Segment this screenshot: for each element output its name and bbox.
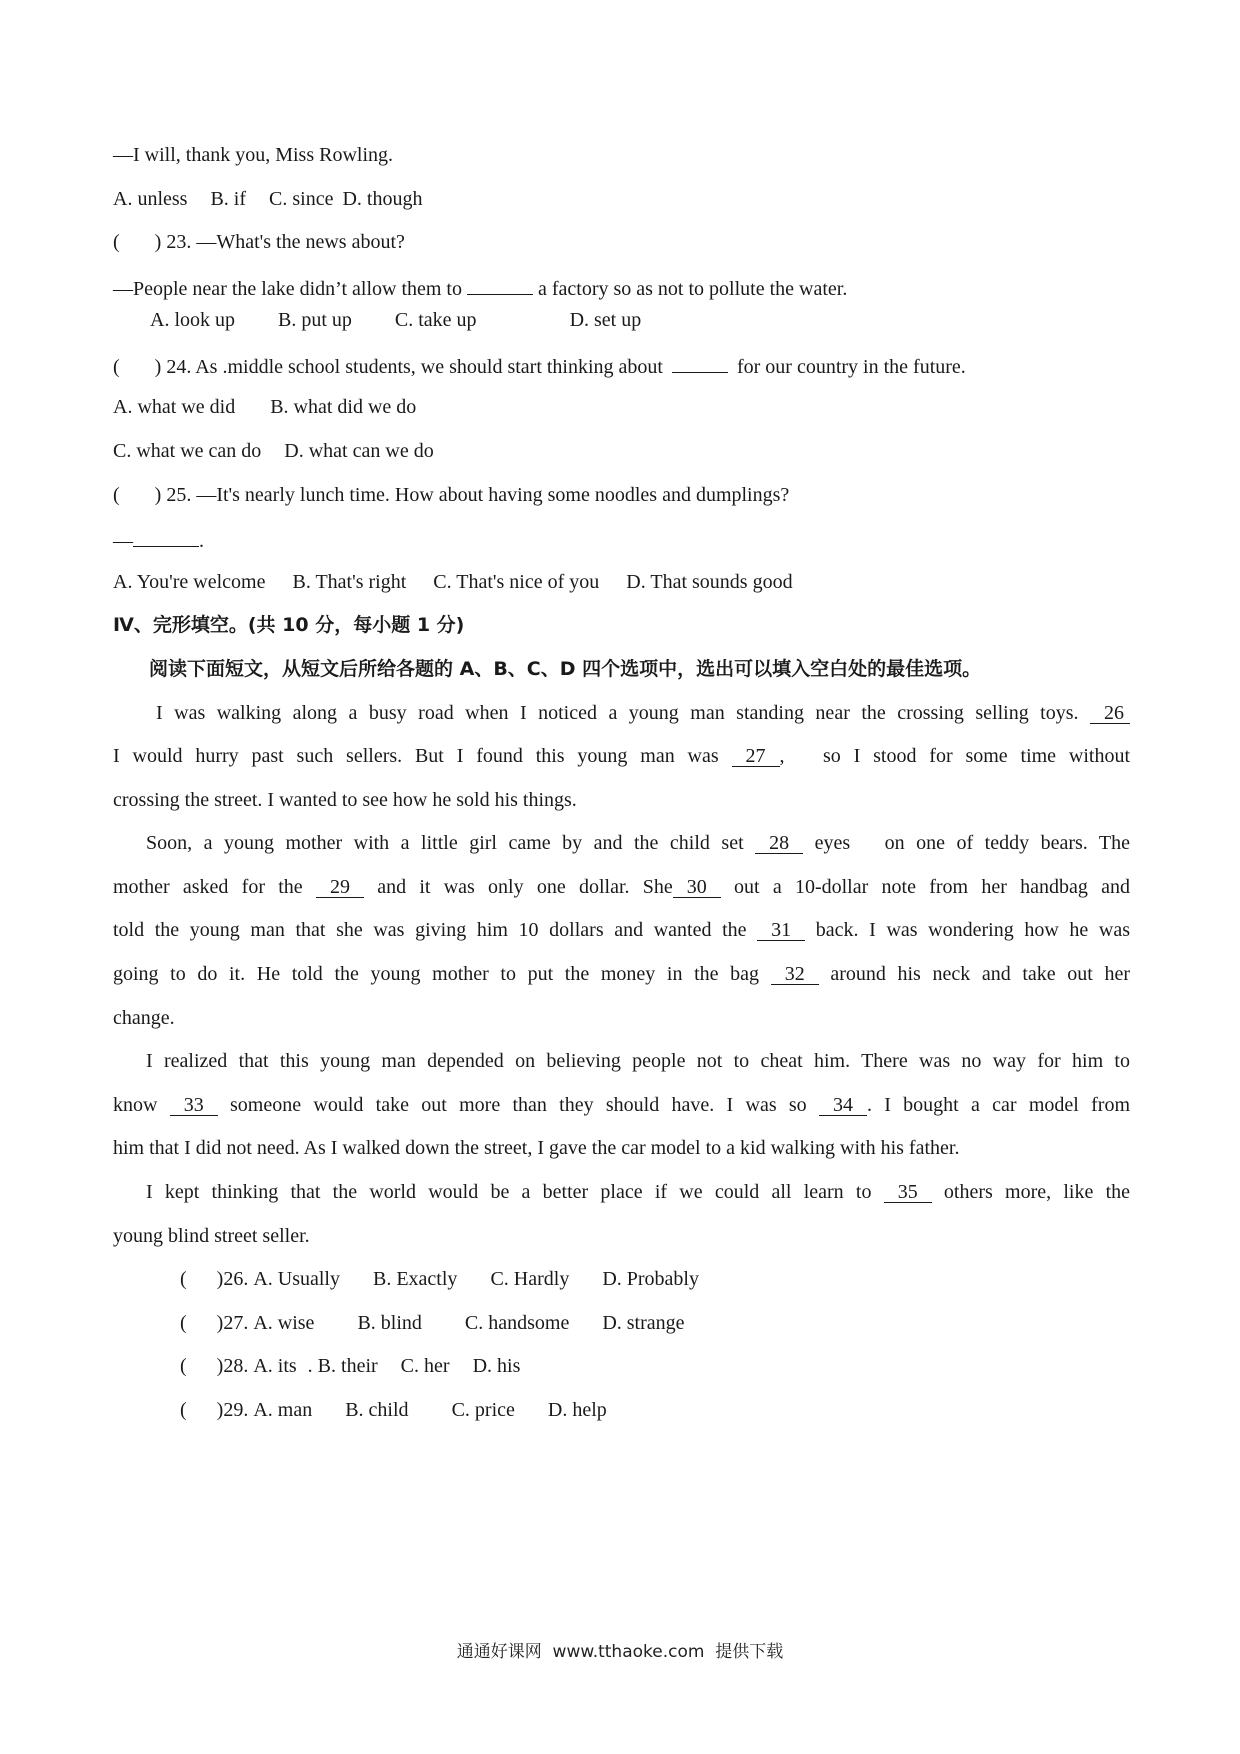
- q24-options-row2: [113, 439, 434, 463]
- cloze-blank-31: 31: [757, 920, 805, 941]
- cloze-options-26: [180, 1267, 699, 1291]
- answer-bracket: ( )28.: [180, 1355, 249, 1377]
- q24-stem: [113, 352, 966, 379]
- passage-text: I was walking along a busy road when I noticed a young man standing near the crossing selling toys.: [156, 702, 1079, 724]
- question-text: for our country in the future.: [736, 356, 966, 378]
- passage-text: out a 10-dollar note from her handbag and: [734, 876, 1130, 898]
- option: D. strange: [602, 1312, 685, 1334]
- option: C. take up: [394, 309, 477, 331]
- cloze-options-28: [180, 1354, 520, 1378]
- dash: —: [113, 530, 133, 552]
- answer-bracket: ( )26.: [180, 1268, 249, 1290]
- option: A. unless: [113, 188, 188, 210]
- option: C. Hardly: [490, 1268, 570, 1290]
- passage-text: Soon, a young mother with a little girl came by and the child set: [146, 832, 744, 854]
- cloze-blank-34: 34: [819, 1095, 867, 1116]
- option: D. help: [547, 1399, 607, 1421]
- option: D. That sounds good: [626, 571, 793, 593]
- cloze-blank-29: 29: [316, 877, 364, 898]
- cloze-options-29: [180, 1398, 607, 1422]
- option: B. what did we do: [270, 396, 417, 418]
- option: C. handsome: [464, 1312, 570, 1334]
- option: A. wise: [253, 1312, 315, 1334]
- answer-bracket: ( )27.: [180, 1312, 249, 1334]
- option: B. blind: [357, 1312, 422, 1334]
- cloze-blank-32: 32: [771, 964, 819, 985]
- option: A. You're welcome: [113, 571, 266, 593]
- option: B. if: [210, 188, 247, 210]
- option: A. what we did: [113, 396, 236, 418]
- answer-blank: [133, 526, 199, 547]
- option: C. price: [451, 1399, 515, 1421]
- q22-options: [113, 187, 422, 211]
- cloze-options-27: [180, 1311, 685, 1335]
- passage-text: I kept thinking that the world would be a better place if we could all learn to: [146, 1181, 872, 1203]
- q25-options: [113, 570, 793, 594]
- passage-text: back. I was wondering how he was: [815, 919, 1131, 941]
- q25-reply: [113, 526, 204, 553]
- question-text: As .middle school students, we should start thinking about: [195, 356, 663, 378]
- passage-line: [113, 918, 1130, 942]
- q23-options: [150, 308, 641, 332]
- passage-line: crossing the street. I wanted to see how he sold his things.: [113, 789, 577, 811]
- answer-bracket: ( ) 25.: [113, 484, 192, 506]
- answer-blank: [672, 352, 728, 373]
- passage-text: . I bought a car model from: [866, 1094, 1131, 1116]
- question-text: —People near the lake didn’t allow them to: [113, 278, 462, 300]
- option: B. That's right: [292, 571, 407, 593]
- passage-line: [146, 831, 1130, 855]
- passage-text: and it was only one dollar. She: [377, 876, 673, 898]
- option: C. what we can do: [113, 440, 262, 462]
- section-heading: Ⅳ、完形填空。(共 10 分，每小题 1 分): [113, 614, 465, 636]
- option: B. Exactly: [373, 1268, 458, 1290]
- answer-blank: [467, 274, 533, 295]
- option: D. his: [472, 1355, 521, 1377]
- passage-text: know: [113, 1094, 158, 1116]
- passage-text: told the young man that she was giving him 10 dollars and wanted the: [113, 919, 747, 941]
- cloze-blank-27: 27: [732, 746, 780, 767]
- option: A. look up: [150, 309, 235, 331]
- passage-line: [146, 1180, 1130, 1204]
- q25-stem: [113, 483, 789, 507]
- passage-line: him that I did not need. As I walked down the street, I gave the car model to a kid walking with his father.: [113, 1137, 960, 1159]
- passage-text: someone would take out more than they should have. I was so: [230, 1094, 807, 1116]
- page-footer: 通通好课网 www.tthaoke.com 提供下载: [456, 1642, 784, 1662]
- passage-line: I realized that this young man depended on believing people not to cheat him. There was no way for him to: [146, 1050, 1130, 1072]
- cloze-blank-26: 26: [1090, 703, 1130, 724]
- question-text: a factory so as not to pollute the water.: [537, 278, 848, 300]
- passage-text: eyes on one of teddy bears. The: [814, 832, 1131, 854]
- option: A. man: [253, 1399, 313, 1421]
- cloze-blank-30: 30: [673, 877, 721, 898]
- option: B. child: [345, 1399, 409, 1421]
- option: B. put up: [278, 309, 352, 331]
- answer-bracket: ( ) 23.: [113, 231, 192, 253]
- cloze-blank-28: 28: [755, 833, 803, 854]
- option: D. what can we do: [284, 440, 434, 462]
- option: D. though: [342, 188, 423, 210]
- question-text: —What's the news about?: [196, 231, 405, 253]
- option: C. since: [269, 188, 334, 210]
- section-instruction: 阅读下面短文，从短文后所给各题的 A、B、C、D 四个选项中，选出可以填入空白处的最佳选项。: [149, 658, 982, 680]
- passage-text: , so I stood for some time without: [779, 745, 1131, 767]
- passage-text: I would hurry past such sellers. But I found this young man was: [113, 745, 719, 767]
- cloze-blank-33: 33: [170, 1095, 218, 1116]
- option: D. set up: [569, 309, 642, 331]
- q23-stem: [113, 230, 405, 254]
- q22-reply: —I will, thank you, Miss Rowling.: [113, 144, 394, 166]
- q24-options-row1: [113, 395, 416, 419]
- option: C. her: [400, 1355, 450, 1377]
- passage-line: [113, 744, 1130, 768]
- answer-bracket: ( )29.: [180, 1399, 249, 1421]
- passage-text: around his neck and take out her: [830, 963, 1131, 985]
- passage-line: [156, 701, 1130, 725]
- passage-line: [113, 1093, 1130, 1117]
- option: A. its: [253, 1355, 297, 1377]
- passage-line: [113, 962, 1130, 986]
- option: A. Usually: [253, 1268, 340, 1290]
- option: D. Probably: [602, 1268, 699, 1290]
- passage-text: others more, like the: [943, 1181, 1130, 1203]
- answer-bracket: ( ) 24.: [113, 356, 192, 378]
- passage-line: young blind street seller.: [113, 1225, 310, 1247]
- q23-line2: [113, 274, 847, 301]
- option: C. That's nice of you: [433, 571, 600, 593]
- passage-line: [113, 875, 1130, 899]
- cloze-blank-35: 35: [884, 1182, 932, 1203]
- question-text: —It's nearly lunch time. How about having some noodles and dumplings?: [196, 484, 790, 506]
- passage-text: mother asked for the: [113, 876, 303, 898]
- passage-line: change.: [113, 1007, 175, 1029]
- period: .: [199, 530, 204, 552]
- option: . B. their: [307, 1355, 378, 1377]
- passage-text: going to do it. He told the young mother to put the money in the bag: [113, 963, 760, 985]
